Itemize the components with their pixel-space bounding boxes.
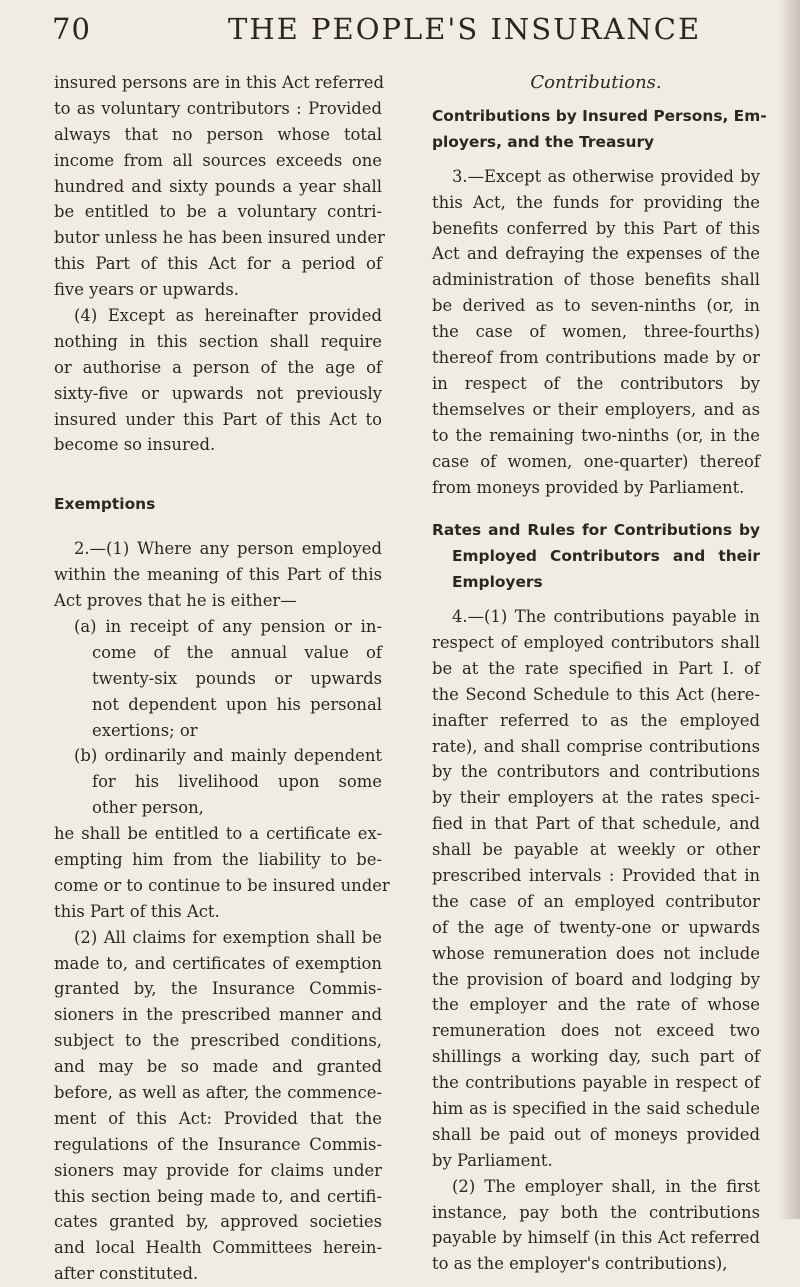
text-line: the employer and the rate of whose — [432, 995, 760, 1015]
text-line: fied in that Part of that schedule, and — [432, 814, 760, 834]
text-line: (4) Except as hereinafter provided — [74, 306, 382, 326]
text-line: before, as well as after, the commence- — [54, 1082, 382, 1102]
section-3 — [432, 164, 760, 501]
text-line: respect of employed contributors shall — [432, 633, 760, 652]
text-line: insured under this Part of this Act to — [54, 409, 382, 429]
section-2-continuation — [54, 821, 390, 925]
text-line: 3.—Except as otherwise provided by — [452, 166, 760, 186]
text-line: or authorise a person of the age of — [54, 357, 382, 377]
text-line: regulations of the Insurance Commis- — [54, 1134, 382, 1154]
text-line: made to, and certificates of exemption — [54, 953, 382, 973]
text-line: 2.—(1) Where any person employed — [74, 539, 382, 559]
text-line: five years or upwards. — [54, 280, 240, 300]
page-edge-shadow — [778, 0, 800, 1219]
text-line: by their employers at the rates speci- — [432, 788, 760, 808]
heading-line: ployers, and the Treasury — [432, 132, 655, 151]
text-line: and may be so made and granted — [54, 1057, 382, 1077]
text-line: empting him from the liability to be- — [54, 849, 382, 869]
text-line: and local Health Committees herein- — [54, 1238, 382, 1258]
heading-rates-and-rules — [432, 518, 760, 596]
section-2-intro — [54, 536, 382, 614]
section-4-subsection-2 — [432, 1174, 760, 1278]
heading-line: Rates and Rules for Contributions by — [432, 521, 760, 540]
text-line: this Part of this Act. — [54, 901, 220, 921]
text-line: be entitled to be a voluntary contri- — [54, 202, 382, 222]
text-line: inafter referred to as the employed — [432, 710, 760, 730]
heading-contributions: Contributions. — [530, 72, 662, 93]
heading-line: Contributions by Insured Persons, Em- — [432, 107, 767, 125]
text-line: be at the rate specified in Part I. of — [432, 658, 760, 678]
text-line: 4.—(1) The contributions payable in — [452, 607, 760, 627]
text-line: (a) in receipt of any pension or in- — [74, 616, 382, 636]
text-line: nothing in this section shall require — [54, 331, 382, 351]
text-line: granted by, the Insurance Commis- — [54, 979, 382, 999]
text-line: always that no person whose total — [54, 124, 382, 144]
text-line: this section being made to, and certifi- — [54, 1186, 382, 1206]
paragraph-subsection-4 — [54, 303, 382, 458]
text-line: the contributions payable in respect of — [432, 1073, 760, 1093]
text-line: (2) The employer shall, in the first — [452, 1176, 760, 1196]
running-title: THE PEOPLE'S INSURANCE — [228, 12, 702, 46]
text-line: for his livelihood upon some — [92, 772, 382, 792]
text-line: from moneys provided by Parliament. — [432, 477, 745, 497]
heading-insured-persons — [432, 104, 767, 156]
heading-exemptions: Exemptions — [54, 495, 156, 514]
section-2-subsection-2 — [54, 925, 382, 1287]
text-line: butor unless he has been insured under — [54, 228, 385, 248]
text-line: the case of women, three-fourths) — [432, 322, 760, 342]
text-line: the provision of board and lodging by — [432, 969, 760, 989]
text-line: of the age of twenty-one or upwards — [432, 917, 760, 937]
section-4-subsection-1 — [432, 604, 760, 1174]
text-line: shall be payable at weekly or other — [432, 840, 760, 860]
text-line: sixty-five or upwards not previously — [54, 383, 382, 403]
page-number: 70 — [52, 12, 91, 46]
text-line: cates granted by, approved societies — [54, 1212, 382, 1232]
text-line: the case of an employed contributor — [432, 891, 760, 911]
text-line: ment of this Act: Provided that the — [54, 1108, 382, 1128]
heading-line: Employed Contributors and their — [452, 547, 760, 566]
text-line: by the contributors and contributions — [432, 762, 760, 782]
page-header — [0, 12, 800, 52]
text-line: come or to continue to be insured under — [54, 875, 390, 895]
text-line: twenty-six pounds or upwards — [92, 668, 382, 688]
text-line: prescribed intervals : Provided that in — [432, 866, 760, 886]
text-line: insured persons are in this Act referred — [54, 73, 384, 92]
left-column — [54, 70, 390, 1287]
text-line: whose remuneration does not include — [432, 943, 760, 963]
text-line: become so insured. — [54, 435, 216, 455]
text-line: him as is specified in the said schedule — [432, 1099, 760, 1119]
text-line: in respect of the contributors by — [432, 373, 760, 393]
text-line: he shall be entitled to a certificate ex- — [54, 824, 382, 844]
text-line: hundred and sixty pounds a year shall — [54, 176, 382, 196]
text-line: other person, — [92, 798, 204, 818]
text-line: sioners in the prescribed manner and — [54, 1005, 382, 1025]
text-line: to as voluntary contributors : Provided — [54, 98, 382, 118]
text-line: payable by himself (in this Act referred — [432, 1228, 760, 1248]
text-line: Act proves that he is either— — [54, 591, 297, 611]
text-line: income from all sources exceeds one — [54, 150, 382, 170]
text-line: after constituted. — [54, 1264, 199, 1284]
text-line: thereof from contributions made by or — [432, 348, 760, 368]
right-column — [432, 70, 767, 1277]
text-line: instance, pay both the contributions — [432, 1202, 760, 1222]
text-line: benefits conferred by this Part of this — [432, 218, 760, 238]
text-line: exertions; or — [92, 720, 198, 740]
text-line: this Part of this Act for a period of — [54, 254, 382, 274]
text-line: subject to the prescribed conditions, — [54, 1031, 382, 1051]
text-line: sioners may provide for claims under — [54, 1160, 382, 1180]
text-line: come of the annual value of — [92, 642, 382, 662]
text-line: within the meaning of this Part of this — [54, 565, 382, 585]
text-line: themselves or their employers, and as — [432, 399, 760, 419]
text-line: (2) All claims for exemption shall be — [74, 927, 382, 947]
text-line: the Second Schedule to this Act (here- — [432, 684, 760, 704]
text-line: by Parliament. — [432, 1150, 553, 1170]
text-line: (b) ordinarily and mainly dependent — [74, 746, 382, 766]
text-line: rate), and shall comprise contributions — [432, 736, 760, 756]
text-line: not dependent upon his personal — [92, 694, 382, 714]
heading-line: Employers — [452, 573, 543, 592]
text-line: be derived as to seven-ninths (or, in — [432, 296, 760, 316]
text-line: remuneration does not exceed two — [432, 1021, 760, 1041]
item-a — [54, 614, 382, 743]
text-line: to as the employer's contributions), — [432, 1254, 728, 1274]
item-b — [54, 743, 382, 821]
text-line: to the remaining two-ninths (or, in the — [432, 425, 760, 445]
paragraph-intro — [54, 70, 385, 303]
text-line: administration of those benefits shall — [432, 270, 760, 290]
text-line: case of women, one-quarter) thereof — [432, 451, 760, 471]
text-line: shall be paid out of moneys provided — [432, 1124, 760, 1144]
text-line: Act and defraying the expenses of the — [432, 244, 760, 264]
text-line: shillings a working day, such part of — [432, 1047, 760, 1067]
text-line: this Act, the funds for providing the — [432, 192, 760, 212]
